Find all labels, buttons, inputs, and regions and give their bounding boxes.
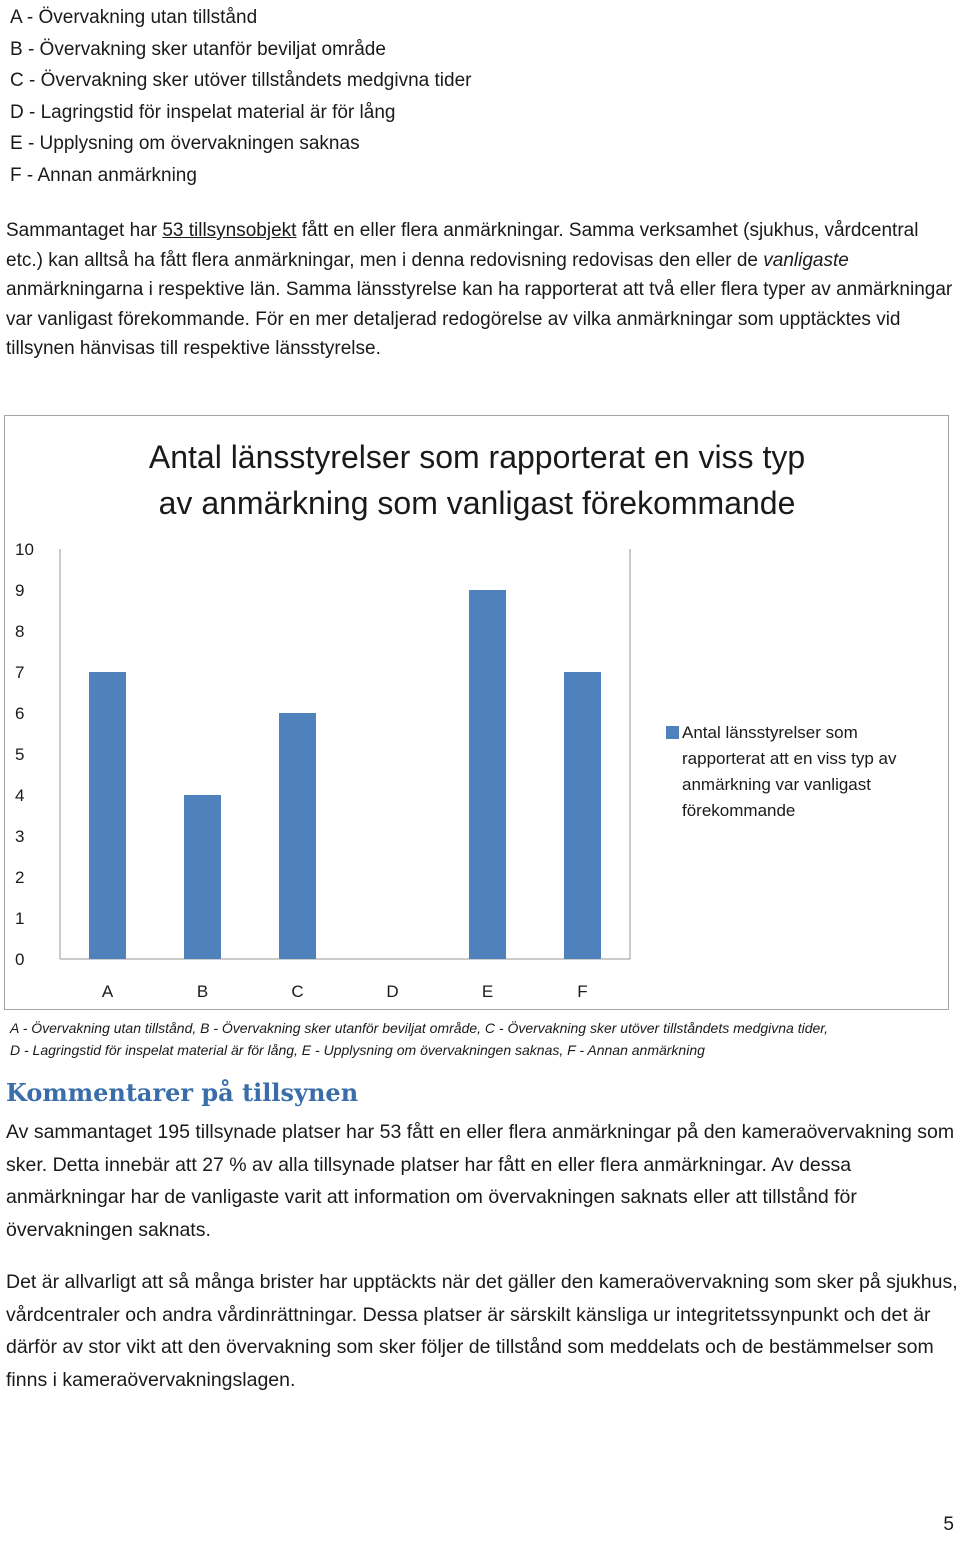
y-tick-label: 9	[15, 581, 25, 600]
intro-text: Sammantaget har	[6, 220, 163, 241]
caption-line: D - Lagringstid för inspelat material är för lång, E - Upplysning om övervakningen saknas, F - Annan anmärkning	[10, 1042, 705, 1058]
y-tick-label: 8	[15, 622, 25, 641]
intro-text: anmärkningarna i respektive län. Samma länsstyrelse kan ha rapporterat att två eller flera typer av anmärkningar var vanligast förekommande. För en mer detaljerad redogörelse av vilka anmärkningar som upptäcktes vid tillsynen hänvisas till respektive länsstyrelse.	[6, 279, 953, 359]
bar-B	[184, 795, 221, 959]
chart-title: av anmärkning som vanligast förekommande	[158, 485, 796, 521]
comment-paragraph: Av sammantaget 195 tillsynade platser har 53 fått en eller flera anmärkningar på den kameraövervakning som sker. Detta innebär att 27 % av alla tillsynade platser har fått en eller flera anmärkningar. Av dessa anmärkningar har de vanligaste varit att information om övervakningen saknats eller att tillstånd för övervakningen saknats.	[6, 1121, 955, 1241]
chart-title: Antal länsstyrelser som rapporterat en viss typ	[148, 439, 806, 475]
y-tick-label: 6	[15, 704, 25, 723]
comment-paragraph: Det är allvarligt att så många brister har upptäckts när det gäller den kameraövervakning som sker på sjukhus, vårdcentraler och andra vårdinrättningar. Dessa platser är särskilt känsliga ur integritetssynpunkt och det är därför av stor vikt att den övervakning som sker följer de tillstånd som meddelats och de bestämmelser som finns i kameraövervakningslagen.	[6, 1271, 958, 1391]
caption-line: A - Övervakning utan tillstånd, B - Övervakning sker utanför beviljat område, C - Övervakning sker utöver tillståndets medgivna tider,	[10, 1020, 829, 1036]
section-heading: Kommentarer på tillsynen	[6, 1078, 359, 1107]
y-tick-label: 3	[15, 827, 25, 846]
intro-text: fått en eller flera anmärkningar. Samma verksamhet (sjukhus, vårdcentral etc.) kan alltså ha fått flera anmärkningar, men i denna redovisning redovisas den eller de	[6, 220, 919, 271]
bar-A	[89, 672, 126, 959]
y-tick-label: 10	[15, 540, 34, 559]
x-tick-label: A	[101, 982, 114, 1001]
bar-C	[279, 713, 316, 959]
chart-caption	[10, 1017, 960, 1061]
intro-paragraph	[6, 216, 960, 364]
x-tick-label: C	[291, 982, 304, 1001]
chart-frame	[4, 415, 949, 1010]
y-tick-label: 2	[15, 868, 25, 887]
category-legend-item: C - Övervakning sker utöver tillståndets medgivna tider	[10, 70, 472, 91]
category-legend-list	[10, 2, 471, 191]
y-tick-label: 4	[15, 786, 25, 805]
category-legend-item: D - Lagringstid för inspelat material är för lång	[10, 101, 396, 123]
legend-label: förekommande	[682, 801, 796, 820]
intro-link[interactable]: 53 tillsynsobjekt	[162, 220, 297, 241]
intro-emphasis: vanligaste	[763, 249, 849, 271]
legend-label: Antal länsstyrelser som	[682, 723, 858, 742]
x-tick-label: D	[386, 982, 399, 1001]
legend-label: rapporterat att en viss typ av	[682, 749, 897, 768]
legend-swatch	[666, 726, 679, 739]
bar-chart	[5, 416, 950, 1011]
category-legend-item: E - Upplysning om övervakningen saknas	[10, 133, 360, 154]
y-tick-label: 0	[15, 950, 25, 969]
y-tick-label: 5	[15, 745, 25, 764]
x-tick-label: B	[196, 982, 209, 1001]
x-tick-label: F	[577, 982, 588, 1001]
legend-label: anmärkning var vanligast	[682, 775, 871, 794]
category-legend-item: F - Annan anmärkning	[10, 164, 197, 186]
y-tick-label: 1	[15, 909, 25, 928]
y-tick-label: 7	[15, 663, 25, 682]
bar-E	[469, 590, 506, 959]
page-number: 5	[943, 1514, 954, 1535]
bar-F	[564, 672, 601, 959]
category-legend-item: A - Övervakning utan tillstånd	[10, 7, 258, 28]
category-legend-item: B - Övervakning sker utanför beviljat område	[10, 38, 386, 60]
x-tick-label: E	[481, 982, 494, 1001]
